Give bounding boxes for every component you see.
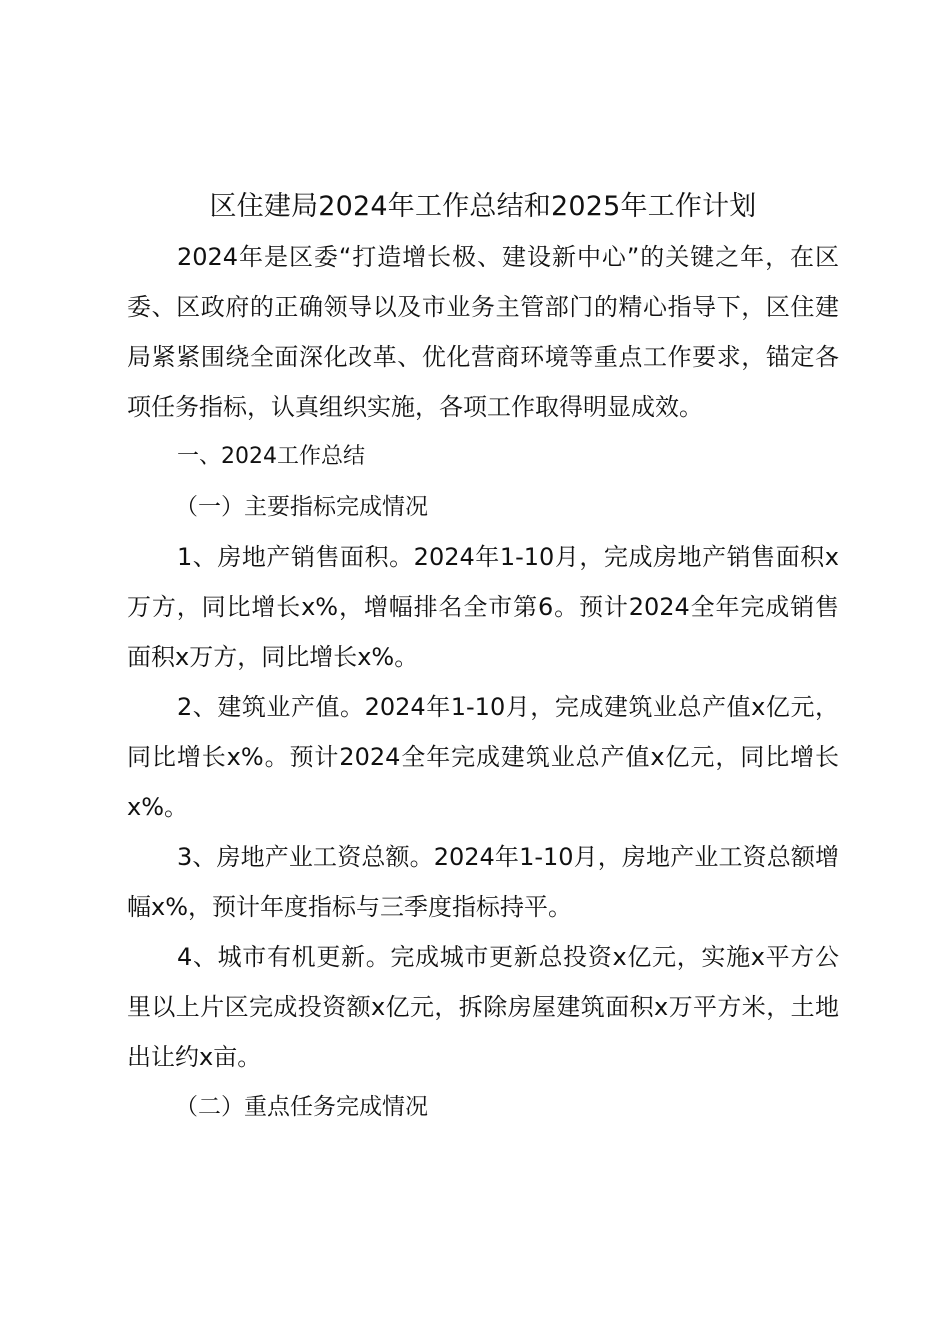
intro-paragraph: 2024年是区委“打造增长极、建设新中心”的关键之年，在区委、区政府的正确领导以及市业务主管部门的精心指导下，区住建局紧紧围绕全面深化改革、优化营商环境等重点工作要求，锚定各项任务指标，认真组织实施，各项工作取得明显成效。: [127, 243, 839, 421]
paragraph-item-1: 1、房地产销售面积。2024年1-10月，完成房地产销售面积x万方，同比增长x%，增幅排名全市第6。预计2024全年完成销售面积x万方，同比增长x%。: [127, 543, 839, 671]
paragraph-item-4: 4、城市有机更新。完成城市更新总投资x亿元，实施x平方公里以上片区完成投资额x亿元，拆除房屋建筑面积x万平方米，土地出让约x亩。: [127, 943, 839, 1071]
section-heading-summary: 一、2024工作总结: [177, 444, 365, 469]
document-title: 区住建局2024年工作总结和2025年工作计划: [209, 191, 757, 222]
subsection-heading-key-tasks: （二）重点任务完成情况: [175, 1094, 428, 1120]
subsection-heading-main-indicators: （一）主要指标完成情况: [175, 494, 428, 520]
paragraph-item-3: 3、房地产业工资总额。2024年1-10月，房地产业工资总额增幅x%，预计年度指标与三季度指标持平。: [127, 843, 839, 921]
document-body: [127, 182, 839, 1132]
paragraph-item-2: 2、建筑业产值。2024年1-10月，完成建筑业总产值x亿元，同比增长x%。预计2024全年完成建筑业总产值x亿元，同比增长x%。: [127, 693, 839, 821]
